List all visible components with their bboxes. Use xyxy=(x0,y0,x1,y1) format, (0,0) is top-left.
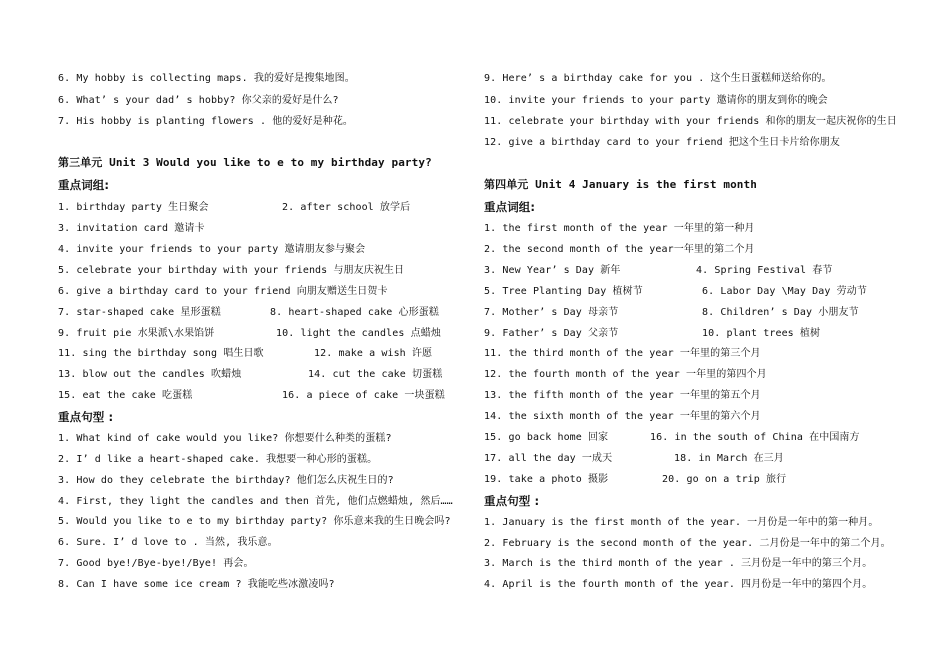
unit3-title: 第三单元 Unit 3 Would you like to e to my birthday party? xyxy=(58,156,432,169)
sentence-line: 7. Good bye!/Bye-bye!/Bye! 再会。 xyxy=(58,558,254,569)
phrase-line xyxy=(484,431,860,445)
phrase-item: 1. birthday party 生日聚会 xyxy=(58,202,209,213)
phrase-item: 3. invitation card 邀请卡 xyxy=(58,223,205,234)
phrase-item: 17. all the day 一成天 xyxy=(484,453,613,464)
sentence-line: 6. What’ s your dad’ s hobby? 你父亲的爱好是什么? xyxy=(58,95,339,106)
phrases-heading: 重点词组: xyxy=(484,200,536,214)
phrase-item: 11. the third month of the year 一年里的第三个月 xyxy=(484,348,761,359)
phrase-item: 6. Labor Day \May Day 劳动节 xyxy=(702,286,867,297)
phrase-item: 13. blow out the candles 吹蜡烛 xyxy=(58,369,242,380)
sentence-line: 1. January is the first month of the year. 一月份是一年中的第一种月。 xyxy=(484,517,879,528)
sentences-heading: 重点句型 : xyxy=(484,494,540,508)
sentence-line: 8. Can I have some ice cream ? 我能吃些冰激凌吗? xyxy=(58,579,335,590)
sentence-line: 4. First, they light the candles and then 首先, 他们点燃蜡烛, 然后…… xyxy=(58,496,453,507)
phrase-line xyxy=(58,347,433,361)
phrase-item: 7. star-shaped cake 星形蛋糕 xyxy=(58,307,221,318)
sentence-line: 2. I’ d like a heart-shaped cake. 我想要一种心形的蛋糕。 xyxy=(58,454,378,465)
sentence-line: 11. celebrate your birthday with your friends 和你的朋友一起庆祝你的生日 xyxy=(484,116,897,127)
phrase-item: 11. sing the birthday song 唱生日歌 xyxy=(58,348,264,359)
phrase-line xyxy=(484,243,755,257)
phrase-item: 2. the second month of the year一年里的第二个月 xyxy=(484,244,755,255)
sentence-line: 9. Here’ s a birthday cake for you . 这个生日蛋糕师送给你的。 xyxy=(484,73,832,84)
phrase-line xyxy=(484,473,787,487)
phrase-item: 8. Children’ s Day 小朋友节 xyxy=(702,307,859,318)
phrase-line xyxy=(58,327,441,341)
phrase-item: 8. heart-shaped cake 心形蛋糕 xyxy=(270,307,439,318)
phrase-item: 18. in March 在三月 xyxy=(674,453,784,464)
phrase-line xyxy=(484,347,761,361)
phrase-item: 3. New Year’ s Day 新年 xyxy=(484,265,621,276)
phrase-item: 14. the sixth month of the year 一年里的第六个月 xyxy=(484,411,761,422)
phrase-item: 20. go on a trip 旅行 xyxy=(662,474,787,485)
phrase-item: 14. cut the cake 切蛋糕 xyxy=(308,369,443,380)
phrase-line xyxy=(484,389,761,403)
phrase-line xyxy=(58,264,404,278)
phrase-line xyxy=(484,410,761,424)
phrase-line xyxy=(484,222,755,236)
phrase-line xyxy=(484,327,821,341)
phrase-line xyxy=(58,222,205,236)
phrase-line xyxy=(484,264,833,278)
phrase-item: 12. make a wish 许愿 xyxy=(314,348,433,359)
sentence-line: 4. April is the fourth month of the year. 四月份是一年中的第四个月。 xyxy=(484,579,873,590)
sentence-line: 6. Sure. I’ d love to . 当然, 我乐意。 xyxy=(58,537,278,548)
sentence-line: 6. My hobby is collecting maps. 我的爱好是搜集地图。 xyxy=(58,73,355,84)
phrase-item: 4. Spring Festival 春节 xyxy=(696,265,833,276)
phrase-line xyxy=(58,306,439,320)
phrase-item: 1. the first month of the year 一年里的第一种月 xyxy=(484,223,755,234)
sentence-line: 3. March is the third month of the year . 三月份是一年中的第三个月。 xyxy=(484,558,873,569)
phrase-item: 10. plant trees 植树 xyxy=(702,328,821,339)
phrase-line xyxy=(58,201,411,215)
phrase-line xyxy=(58,368,443,382)
sentence-line: 5. Would you like to e to my birthday party? 你乐意来我的生日晚会吗? xyxy=(58,516,451,527)
phrase-item: 2. after school 放学后 xyxy=(282,202,411,213)
sentences-heading: 重点句型 : xyxy=(58,410,114,424)
phrase-item: 15. go back home 回家 xyxy=(484,432,609,443)
phrase-item: 16. in the south of China 在中国南方 xyxy=(650,432,860,443)
phrase-item: 9. fruit pie 水果派\水果馅饼 xyxy=(58,328,215,339)
phrase-line xyxy=(58,285,388,299)
phrase-line xyxy=(484,306,859,320)
phrase-item: 5. Tree Planting Day 植树节 xyxy=(484,286,643,297)
phrase-item: 15. eat the cake 吃蛋糕 xyxy=(58,390,193,401)
sentence-line: 10. invite your friends to your party 邀请你的朋友到你的晚会 xyxy=(484,95,828,106)
phrase-line xyxy=(484,452,784,466)
phrase-line xyxy=(58,389,445,403)
phrase-item: 7. Mother’ s Day 母亲节 xyxy=(484,307,619,318)
phrase-item: 4. invite your friends to your party 邀请朋友参与聚会 xyxy=(58,244,366,255)
phrase-item: 10. light the candles 点蜡烛 xyxy=(276,328,441,339)
phrase-item: 9. Father’ s Day 父亲节 xyxy=(484,328,619,339)
phrase-item: 13. the fifth month of the year 一年里的第五个月 xyxy=(484,390,761,401)
phrase-item: 12. the fourth month of the year 一年里的第四个月 xyxy=(484,369,767,380)
phrase-line xyxy=(484,368,767,382)
phrase-item: 19. take a photo 摄影 xyxy=(484,474,609,485)
sentence-line: 3. How do they celebrate the birthday? 他们怎么庆祝生日的? xyxy=(58,475,394,486)
sentence-line: 7. His hobby is planting flowers . 他的爱好是种花。 xyxy=(58,116,354,127)
sentence-line: 2. February is the second month of the year. 二月份是一年中的第二个月。 xyxy=(484,538,891,549)
phrases-heading: 重点词组: xyxy=(58,178,110,192)
phrase-item: 6. give a birthday card to your friend 向朋友赠送生日贺卡 xyxy=(58,286,388,297)
phrase-line xyxy=(58,243,365,257)
sentence-line: 12. give a birthday card to your friend 把这个生日卡片给你朋友 xyxy=(484,137,840,148)
phrase-item: 5. celebrate your birthday with your friends 与朋友庆祝生日 xyxy=(58,265,405,276)
phrase-line xyxy=(484,285,867,299)
phrase-item: 16. a piece of cake 一块蛋糕 xyxy=(282,390,445,401)
unit4-title: 第四单元 Unit 4 January is the first month xyxy=(484,178,757,191)
sentence-line: 1. What kind of cake would you like? 你想要什么种类的蛋糕? xyxy=(58,433,392,444)
